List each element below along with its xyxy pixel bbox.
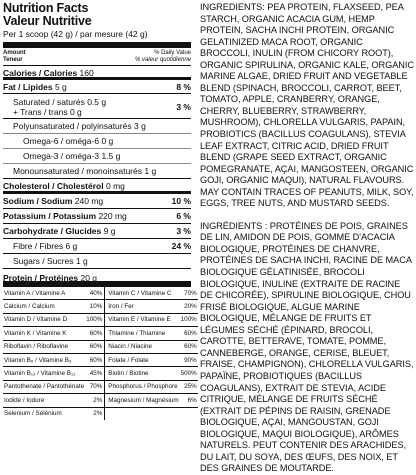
potassium-value: 220 mg — [98, 211, 127, 221]
vitamin-pct: 6% — [180, 394, 198, 407]
vitamin-row — [3, 353, 198, 366]
vitamin-pct: 60% — [180, 327, 198, 340]
vitamin-name: Selenium / Sélénium — [4, 410, 62, 418]
vitamin-name: Vitamin C / Vitamine C — [105, 287, 180, 300]
fibre-label: Fibre / Fibres — [13, 241, 64, 251]
row-fat — [3, 80, 191, 94]
row-potassium — [3, 209, 191, 224]
row-sugars — [3, 254, 191, 269]
vitamin-pct: 45% — [85, 367, 105, 380]
omega3-label: Omega-3 / oméga-3 — [23, 151, 100, 161]
saturated-pct: 3 % — [176, 102, 191, 112]
vitamin-name: Niacin / Niacine — [105, 340, 180, 353]
vitamin-row — [3, 367, 198, 380]
vitamin-pct: 60% — [85, 327, 105, 340]
serving-size: Per 1 scoop (42 g) / par mesure (42 g) — [3, 29, 191, 48]
carb-label: Carbohydrate / Glucides — [3, 226, 102, 236]
poly-label: Polyunsaturated / polyinsaturés — [13, 121, 132, 131]
amount-label-fr: Teneur — [3, 57, 23, 63]
vitamin-name: Vitamin E / Vitamine E — [105, 313, 180, 326]
cholesterol-value: 0 mg — [105, 181, 125, 191]
vitamin-pct: 100% — [180, 313, 198, 326]
saturated-value: 0.5 g — [87, 97, 107, 107]
fibre-pct: 24 % — [171, 241, 191, 251]
row-monounsaturated — [3, 164, 191, 179]
vitamin-name — [105, 407, 180, 420]
vitamin-pct: 70% — [180, 287, 198, 300]
vitamin-pct: 10% — [85, 300, 105, 313]
saturated-label: Saturated / saturés — [13, 97, 85, 107]
ingredients-panel — [200, 2, 414, 475]
vitamin-name: Magnesium / Magnésium — [105, 394, 180, 407]
fibre-value: 6 g — [65, 241, 78, 251]
row-fibre — [3, 239, 191, 254]
vitamin-name: Vitamin B₆ / Vitamine B₆ — [3, 353, 85, 366]
calories-value: 160 — [79, 68, 94, 78]
vitamin-name: Vitamin A / Vitamine A — [3, 287, 85, 300]
protein-value: 20 g — [80, 273, 98, 283]
vitamins-table — [3, 287, 198, 420]
vitamin-pct: 20% — [180, 300, 198, 313]
row-calories — [3, 66, 191, 80]
vitamin-pct: 60% — [180, 340, 198, 353]
vitamin-name: Vitamin B₁₂ / Vitamine B₁₂ — [3, 367, 85, 380]
vitamin-row — [3, 327, 198, 340]
omega6-value: 0 g — [101, 136, 114, 146]
sodium-pct: 10 % — [171, 196, 191, 206]
row-carbohydrate — [3, 224, 191, 239]
vitamin-pct: 500% — [180, 367, 198, 380]
vitamin-pct — [180, 407, 198, 420]
amount-label-en: Amount — [3, 50, 26, 56]
vitamin-row — [3, 394, 198, 407]
fat-label: Fat / Lipides — [3, 82, 53, 92]
row-sodium — [3, 194, 191, 209]
vitamin-name: Thiamine / Thiamine — [105, 327, 180, 340]
vitamin-row — [3, 313, 198, 326]
vitamin-pct: 25% — [180, 380, 198, 393]
protein-label: Protein / Protéines — [3, 273, 79, 283]
mono-value: 1 g — [144, 166, 157, 176]
ingredients-fr: INGRÉDIENTS : PROTÉINES DE POIS, GRAINES DE LIN, AMIDON DE POIS, GOMME D'ACACIA BIOLOGIQUE, PROTÉINES DE CHANVRE, PROTÉINES DE SACHA INCHI, RACINE DE MACA BIOLOGIQUE GÉLATINISÉE, BROCOLI BIOLOGIQUE, INULINE (EXTRAITE DE RACINE DE CHICORÉE), SPIRULINE BIOLOGIQUE, CHOU FRISÉ BIOLOGIQUE, ALGUE MARINE BIOLOGIQUE, MÉLANGE DE FRUITS ET LÉGUMES SÉCHÉ (ÉPINARD, BROCOLI, CAROTTE, BETTERAVE, TOMATE, POMME, CANNEBERGE, ORANGE, CERISE, BLEUET, FRAISE, CHAMPIGNON), CHLORELLA VULGARIS, PAPAÏNE, PROBIOTIQUES (BACILLUS COAGULANS), EXTRAIT DE STEVIA, ACIDE CITRIQUE, MÉLANGE DE FRUITS SÉCHÉ (EXTRAIT DE PÉPINS DE RAISIN, GRENADE BIOLOGIQUE, AÇAI, MANGOUSTAN, GOJI BIOLOGIQUE, MAQUI BIOLOGIQUE), ARÔMES NATURELS. PEUT CONTENIR DES ARACHIDES, DU LAIT, DU SOYA, DES ŒUFS, DES NOIX, ET DES GRAINES DE MOUTARDE. — [200, 220, 414, 474]
vitamin-name: Folate / Folate — [105, 353, 180, 366]
vitamin-row — [3, 407, 198, 420]
title-en: Nutrition Facts — [3, 1, 89, 15]
omega6-label: Omega-6 / oméga-6 — [23, 136, 100, 146]
sugars-label: Sugars / Sucres — [13, 256, 74, 266]
sodium-value: 240 mg — [74, 196, 104, 206]
dv-label-en: % Daily Value — [154, 50, 191, 56]
vitamin-pct: 2% — [85, 394, 105, 407]
calories-label: Calories / Calories — [3, 68, 78, 78]
vitamin-name: Iodide / Iodure — [3, 394, 85, 407]
row-omega6 — [3, 134, 191, 149]
cholesterol-label: Cholesterol / Cholestérol — [3, 181, 104, 191]
vitamin-name: Biotin / Biotine — [105, 367, 180, 380]
vitamin-pct: 60% — [85, 353, 105, 366]
vitamin-name: Iron / Fer — [105, 300, 180, 313]
row-polyunsaturated — [3, 119, 191, 134]
vitamin-pct: 40% — [85, 287, 105, 300]
vitamin-name: Vitamin D / Vitamine D — [3, 313, 85, 326]
row-saturated — [3, 94, 191, 119]
vitamin-row — [3, 380, 198, 393]
vitamin-pct: 100% — [85, 313, 105, 326]
vitamin-name: Vitamin K / Vitamine K — [3, 327, 85, 340]
sodium-label: Sodium / Sodium — [3, 196, 73, 206]
row-protein — [3, 269, 191, 287]
vitamin-pct: 60% — [85, 340, 105, 353]
omega3-value: 1.5 g — [101, 151, 121, 161]
poly-value: 3 g — [133, 121, 146, 131]
trans-value: 0 g — [69, 107, 82, 117]
ingredients-en: INGREDIENTS: PEA PROTEIN, FLAXSEED, PEA STARCH, ORGANIC ACACIA GUM, HEMP PROTEIN, SACHA INCHI PROTEIN, ORGANIC GELATINIZED MACA ROOT, ORGANIC BROCCOLI, INULIN (FROM CHICORY ROOT), ORGANIC SPIRULINA, ORGANIC KALE, ORGANIC MARINE ALGAE, DRIED FRUIT AND VEGETABLE BLEND (SPINACH, BROCCOLI, CARROT, BEET, TOMATO, APPLE, CRANBERRY, ORANGE, CHERRY, BLUEBERRY, STRAWBERRY, MUSHROOM), CHLORELLA VULGARIS, PAPAIN, PROBIOTICS (BACILLUS COAGULANS), STEVIA LEAF EXTRACT, CITRIC ACID, DRIED FRUIT BLEND (GRAPE SEED EXTRACT, ORGANIC POMEGRANATE, AÇAI, MANGOSTEEN, ORGANIC GOJI, ORGANIC MAQUI), NATURAL FLAVOURS. MAY CONTAIN TRACES OF PEANUTS, MILK, SOY, EGGS, TREE NUTS, AND MUSTARD SEEDS. — [200, 2, 414, 209]
fat-value: 5 g — [54, 82, 67, 92]
fat-pct: 8 % — [176, 82, 191, 92]
vitamin-name: Calcium / Calcium — [3, 300, 85, 313]
carb-value: 9 g — [103, 226, 116, 236]
vitamin-pct: 70% — [85, 380, 105, 393]
vitamin-row — [3, 287, 198, 300]
row-omega3 — [3, 149, 191, 164]
vitamin-name: Phosphorus / Phosphore — [105, 380, 180, 393]
dv-label-fr: % valeur quotidienne — [134, 57, 191, 63]
vitamin-name: Pantothenate / Pantothénate — [3, 380, 85, 393]
vitamin-pct: 90% — [180, 353, 198, 366]
mono-label: Monounsaturated / monoinsaturés — [13, 166, 142, 176]
vitamin-row — [3, 340, 198, 353]
potassium-pct: 6 % — [176, 211, 191, 221]
vitamin-row — [3, 300, 198, 313]
trans-label: + Trans / trans — [13, 107, 68, 117]
carb-pct: 3 % — [176, 226, 191, 236]
vitamin-pct: 2% — [85, 407, 105, 420]
title-fr: Valeur Nutritive — [3, 14, 92, 28]
nutrition-facts-panel — [0, 0, 197, 449]
sugars-value: 1 g — [75, 256, 88, 266]
column-header — [3, 50, 191, 66]
vitamin-name: Riboflavin / Riboflavine — [3, 340, 85, 353]
row-cholesterol — [3, 179, 191, 194]
potassium-label: Potassium / Potassium — [3, 211, 97, 221]
